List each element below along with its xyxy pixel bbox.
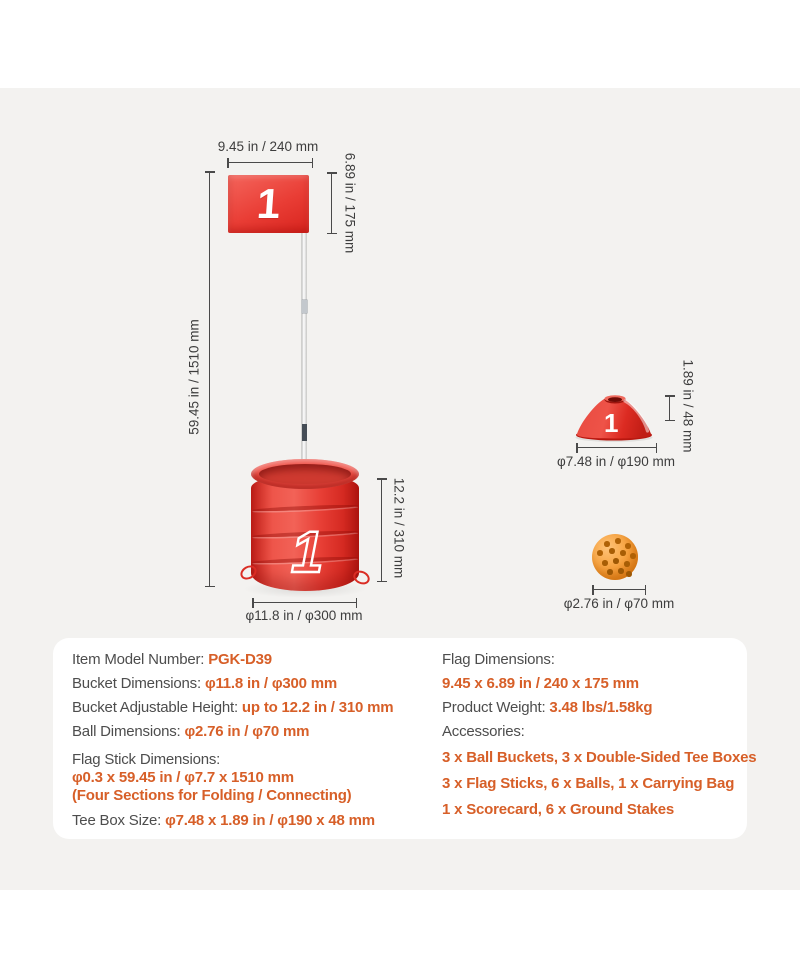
flag-height-dimension-line [331, 173, 332, 233]
bucket-height-dimension-line [381, 479, 382, 581]
flag-illustration [228, 175, 309, 233]
spec-row-flagstick-dimensions-value [72, 768, 294, 787]
spec-label: Accessories: [442, 723, 525, 740]
spec-value: 9.45 x 6.89 in / 240 x 175 mm [442, 675, 639, 692]
spec-value: up to 12.2 in / 310 mm [241, 699, 394, 716]
spec-value: PGK-D39 [208, 651, 272, 668]
spec-row-flag-dimensions-label [442, 650, 555, 669]
spec-value: φ7.48 x 1.89 in / φ190 x 48 mm [165, 812, 375, 829]
teebox-height-dimension-line [669, 396, 670, 420]
spec-row-accessories-line2 [442, 774, 734, 793]
spec-label: Flag Stick Dimensions: [72, 751, 221, 768]
flag-number: 1 [255, 180, 282, 227]
spec-label: Bucket Adjustable Height: [72, 699, 238, 716]
spec-label: Bucket Dimensions: [72, 675, 201, 692]
bucket-number: 1 [291, 520, 324, 579]
spec-value: φ2.76 in / φ70 mm [184, 723, 310, 740]
teebox-top-hole [608, 397, 622, 402]
spec-value: 3.48 lbs/1.58kg [549, 699, 653, 716]
spec-value: φ0.3 x 59.45 in / φ7.7 x 1510 mm [72, 769, 294, 786]
spec-row-teebox-size [72, 811, 375, 830]
spec-row-ball-dimensions [72, 722, 309, 741]
teebox-diameter-dimension-label: φ7.48 in / φ190 mm [556, 454, 676, 469]
ball-illustration [592, 534, 638, 580]
spec-row-accessories-label [442, 722, 525, 741]
spec-value: 1 x Scorecard, 6 x Ground Stakes [442, 801, 675, 818]
teebox-height-dimension-label: 1.89 in / 48 mm [680, 359, 696, 453]
spec-row-flag-dimensions-value [442, 674, 639, 693]
flag-stick-length-dimension-line [209, 172, 210, 586]
bucket-diameter-dimension-line [253, 602, 356, 603]
spec-label: Flag Dimensions: [442, 651, 555, 668]
flag-stick-joint-upper [302, 300, 307, 313]
ball-holes [592, 534, 598, 540]
spec-value: 3 x Ball Buckets, 3 x Double-Sided Tee Boxes [442, 749, 757, 766]
spec-row-flagstick-dimensions-label [72, 750, 220, 769]
spec-row-model-number [72, 650, 272, 669]
spec-value: φ11.8 in / φ300 mm [204, 675, 338, 692]
flag-height-dimension-label: 6.89 in / 175 mm [342, 152, 358, 254]
spec-row-product-weight [442, 698, 652, 717]
spec-label: Item Model Number: [72, 651, 205, 668]
bucket-diameter-dimension-label: φ11.8 in / φ300 mm [245, 608, 363, 623]
flag-stick-pole [302, 231, 306, 481]
bucket-opening [259, 464, 351, 484]
teebox-illustration [575, 392, 653, 442]
flag-stick-length-dimension-label: 59.45 in / 1510 mm [186, 319, 202, 435]
spec-label: Tee Box Size: [72, 812, 162, 829]
ball-diameter-dimension-label: φ2.76 in / φ70 mm [563, 596, 675, 611]
spec-row-bucket-adjustable-height [72, 698, 393, 717]
spec-row-bucket-dimensions [72, 674, 337, 693]
flag-width-dimension-line [228, 162, 312, 163]
spec-label: Product Weight: [442, 699, 546, 716]
flag-stick-joint-lower [302, 424, 307, 441]
specs-card [53, 638, 757, 839]
teebox-diameter-dimension-line [577, 447, 656, 448]
spec-value: (Four Sections for Folding / Connecting) [72, 787, 352, 804]
spec-row-accessories-line3 [442, 800, 674, 819]
flag-width-dimension-label: 9.45 in / 240 mm [217, 139, 319, 154]
spec-row-accessories-line1 [442, 748, 756, 767]
bucket-rib [252, 504, 358, 513]
spec-value: 3 x Flag Sticks, 6 x Balls, 1 x Carrying Bag [442, 775, 735, 792]
bucket-height-dimension-label: 12.2 in / 310 mm [391, 477, 407, 579]
spec-row-flagstick-dimensions-note [72, 786, 351, 805]
ball-diameter-dimension-line [593, 589, 645, 590]
bucket-number-graphic [286, 519, 326, 579]
teebox-number: 1 [604, 408, 619, 438]
spec-label: Ball Dimensions: [72, 723, 181, 740]
